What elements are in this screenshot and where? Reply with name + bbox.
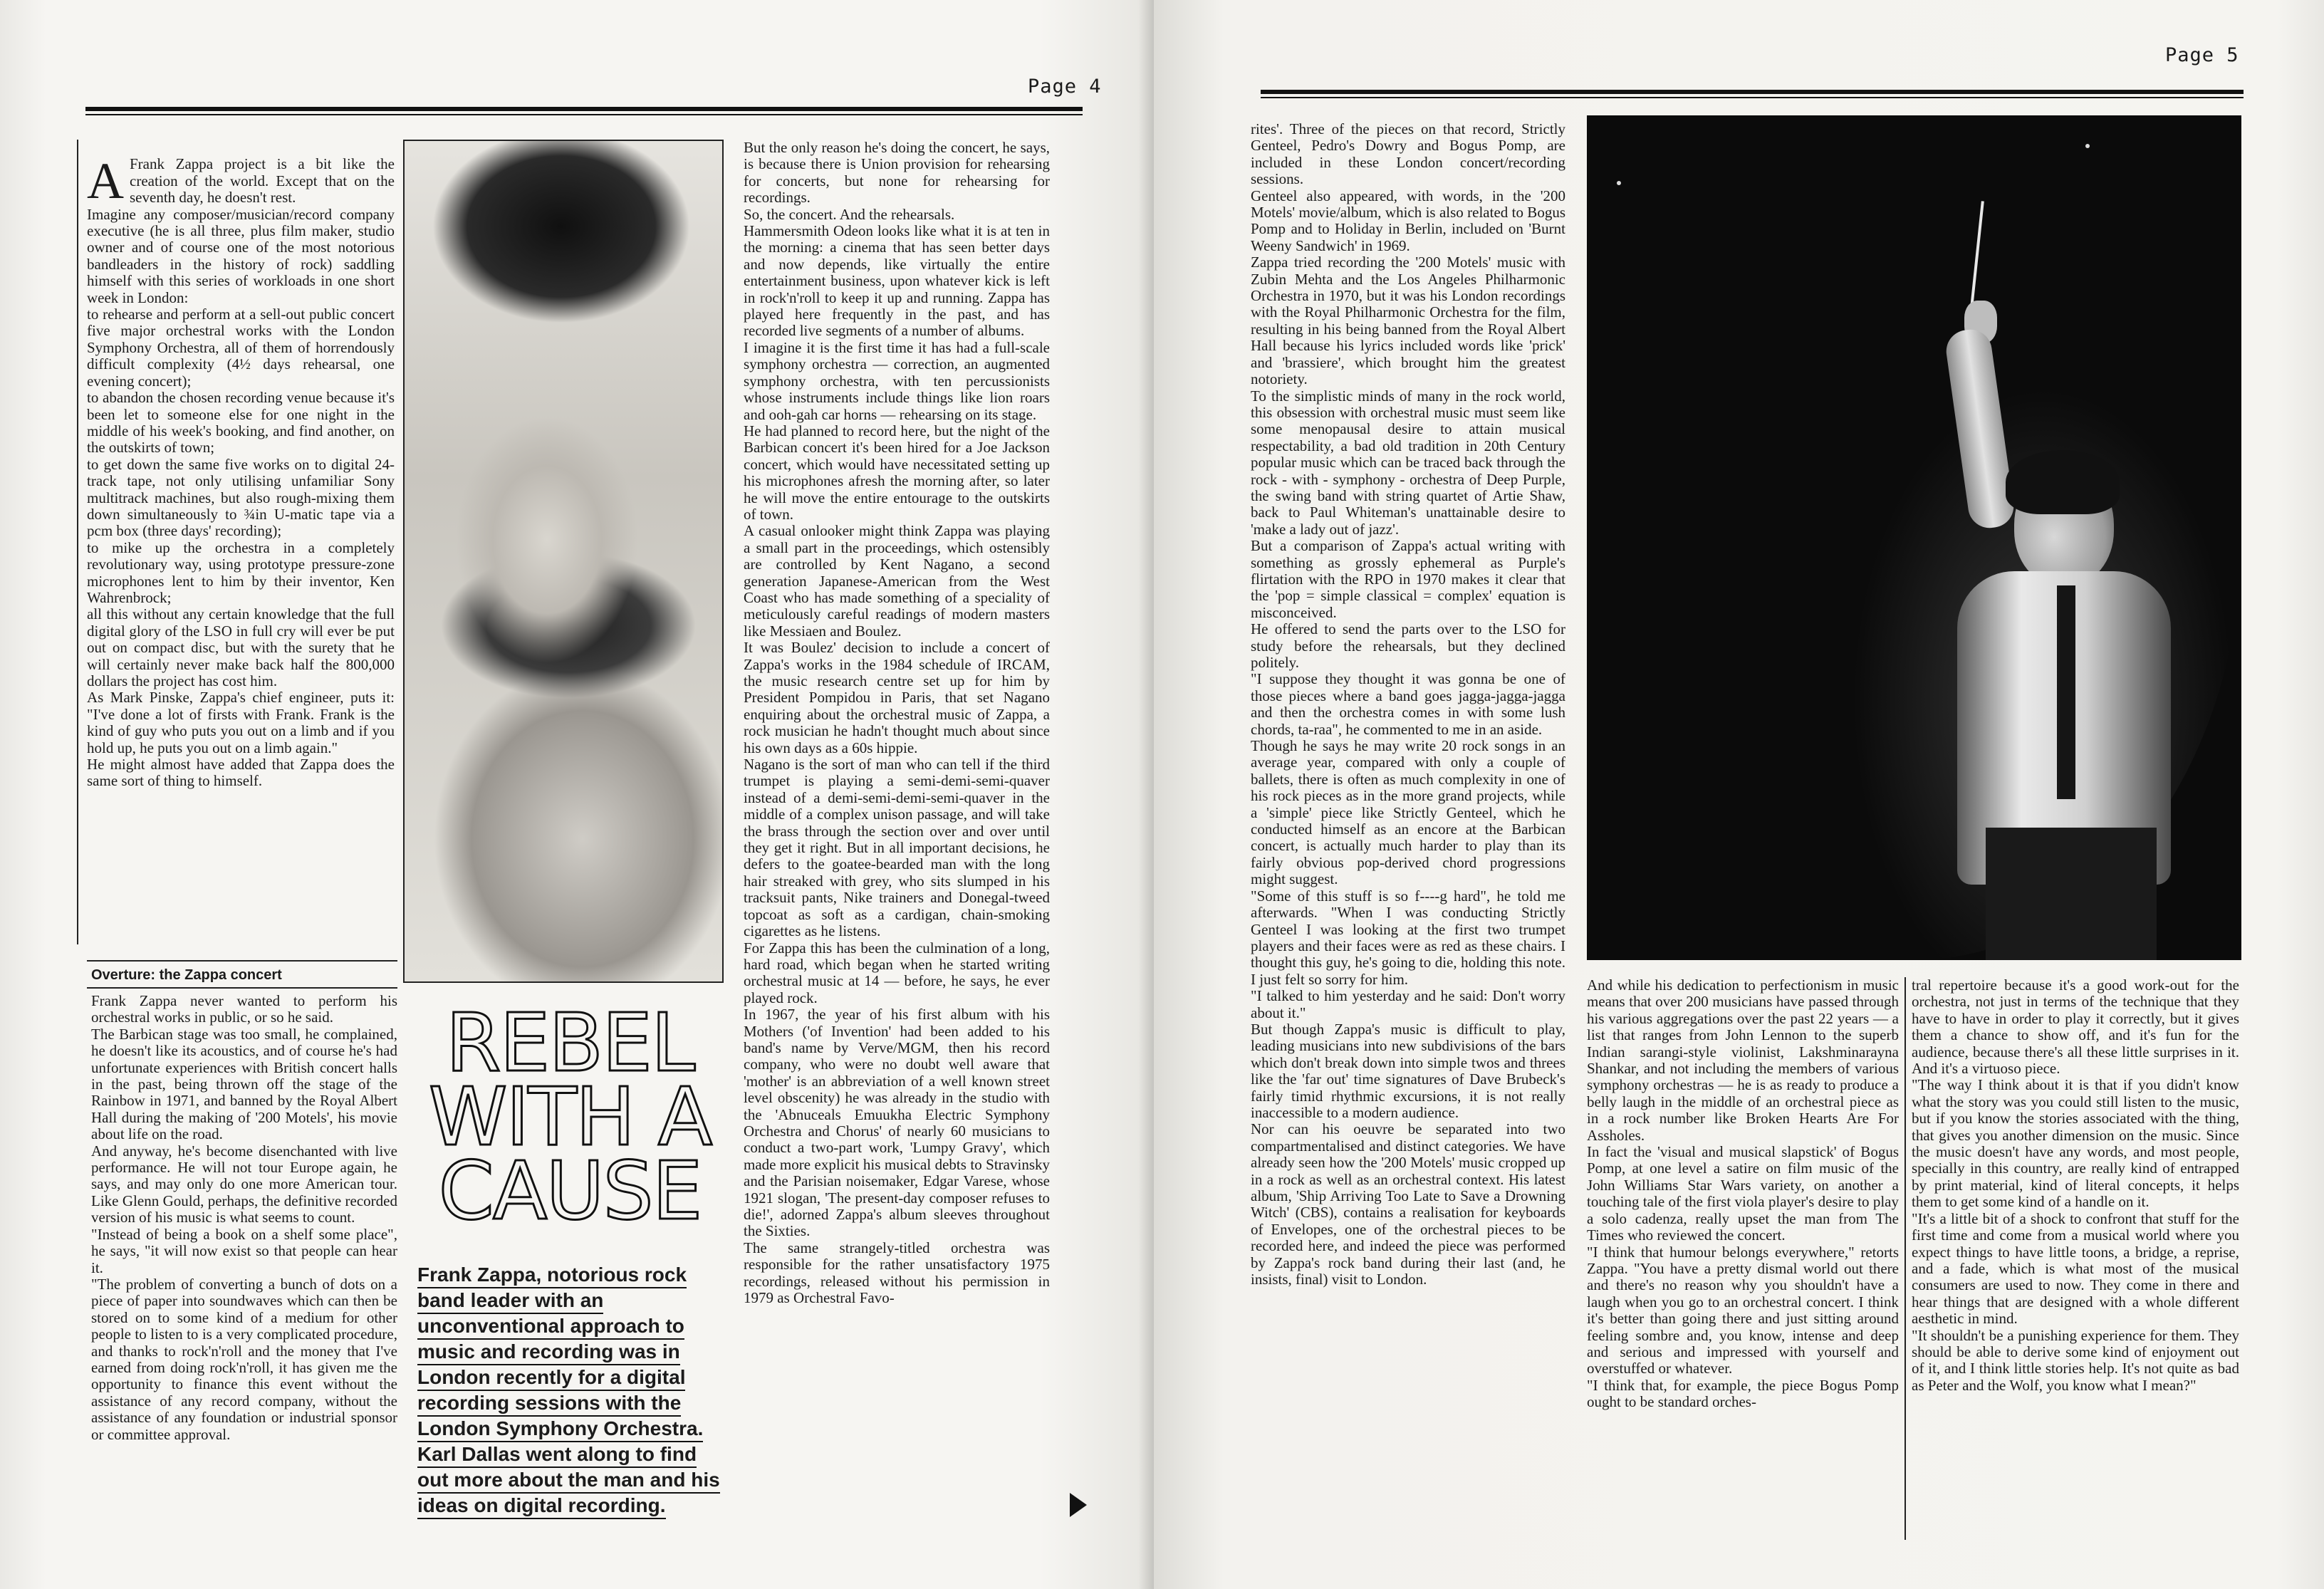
concert-column: Frank Zappa never wanted to perform his orchestral works in public, or so he said. The Barbican stage was too small, he complained, he doesn't like its acoustics, and of course he's had unfortunate experiences with British concert halls in the past, being thrown off the stage of the Rainbow in 1971, and banned by the Royal Albert Hall during the making of '200 Motels', his movie about life on the road. And anyway, he's become disenchanted with live performance. He will not tour Europe again, he says, and may only do one more American tour. Like Glenn Gould, perhaps, the definitive recorded version of his music is what seems to count. "Instead of being a book on a shelf some place", he says, "it will now exist so that people can hear it. "The problem of converting a bunch of dots on a piece of paper into soundwaves which can then be stored on to some kind of a medium for other people to listen to is a very complicated procedure, and thanks to rock'n'roll and the money that I've earned from doing rock'n'roll, it has given me the opportunity to finance this event without the assistance of any record company, without the assistance of any foundation or industrial sponsor or committee approval. xyxy=(91,993,397,1443)
page-number: Page 4 xyxy=(1028,75,1102,98)
subhead-rule xyxy=(87,960,397,962)
zappa-portrait-photo xyxy=(403,140,724,983)
conductor-tie xyxy=(2057,585,2075,799)
conductor-hair xyxy=(2006,450,2120,514)
left-page xyxy=(0,0,1154,1589)
top-rule xyxy=(85,107,1083,115)
column-border xyxy=(77,140,78,944)
conductor-trousers xyxy=(1986,828,2157,960)
light-speck xyxy=(1617,181,1621,185)
intro-text: Frank Zappa project is a bit like the creation of the world. Except that on the seventh day, he doesn't rest. Imagine any composer/musician/record company executive (he is all three, plus film maker, studio owner and of course one of the most notorious bandleaders in the history of rock) saddling himself with this series of workloads in one short week in London: to rehearse and perform at a sell-out public concert five major orchestral works with the London Symphony Orchestra, all of them of horrendously difficult complexity (4½ days rehearsal, one evening concert); to abandon the chosen recording venue because it's been let to someone else for one night in the middle of his week's booking, and find another, on the outskirts of town; to get down the same five works on to digital 24-track tape, not only utilising unfamiliar Sony multitrack machines, but also rough-mixing them down simultaneously to ¾in U-matic tape via a pcm box (three days' recording); to mike up the orchestra in a completely revolutionary way, using prototype pressure-zone microphones lent to him by their inventor, Ken Wahrenbrock; all this without any certain knowledge that the full digital glory of the LSO in full cry will ever be put out on compact disc, but with the surety that he will certainly never make back half the 800,000 dollars the project has cost him. As Mark Pinske, Zappa's chief engineer, puts it: "I've done a lot of firsts with Frank. Frank is the kind of guy who puts you out on a limb and if you hold up, he puts you out on a limb again." He might almost have added that Zappa does the same sort of thing to himself. xyxy=(87,155,395,790)
article-headline: REBEL WITH A CAUSE xyxy=(428,997,712,1238)
repertoire-column: tral repertoire because it's a good work-out for the orchestra, not just in terms of the technique that they have to have in order to play it correctly, but it gives them a chance to show off, and it's fun for the audience, because there's all these little surprises in it. And it's a virtuoso piece. "The way I think about it is that if you didn't know what the story was you could still listen to the music, but if you know the stories associated with the thing, that gives you another dimension on the music. Since the music doesn't have any words, and most people, specially in this country, are really kind of entrapped by print material, kind of literal concepts, it helps them to get some kind of a handle on it. "It's a little bit of a shock to confront that stuff for the first time and come from a musical world where you expect things to have little toons, a bridge, a reprise, and a fade, which is what most of the musical consumers are used to now. They come in there and hear things that are designed with a whole different aesthetic in mind. "It shouldn't be a punishing experience for them. They should be able to derive some kind of enjoyment out of it, and I think little stories help. It's not quite as bad as Peter and the Wolf, you know what I mean?" xyxy=(1912,977,2239,1394)
rehearsal-column: But the only reason he's doing the concert, he says, is because there is Union provision for rehearsing for concerts, but none for rehearsing for recordings. So, the concert. And the rehearsals. Hammersmith Odeon looks like what it is at ten in the morning: a cinema that has seen better days and now depends, like virtually the entire entertainment business, upon whatever kick is left in rock'n'roll to keep it up and running. Zappa has played here frequently in the past, and has recorded live segments of a number of albums. I imagine it is the first time it has had a full-scale symphony orchestra — correction, an augmented symphony orchestra, with ten percussionists whose instruments include things like lion roars and ooh-gah car horns — rehearsing on its stage. He had planned to record here, but the night of the Barbican concert it's been hired for a Joe Jackson concert, which would have necessitated setting up his microphones afresh the morning after, so later he will move the entire entourage to the outskirts of town. A casual onlooker might think Zappa was playing a small part in the proceedings, which ostensibly are controlled by Kent Nagano, a second generation Japanese-American from the West Coast who has made something of a speciality of meticulously careful readings of modern masters like Messiaen and Boulez. It was Boulez' decision to include a concert of Zappa's works in the 1984 schedule of IRCAM, the music research centre set up for him by President Pompidou in Paris, that set Nagano enquiring about the orchestral music of Zappa, a rock musician he hadn't thought much about since his own days as a 60s hippie. Nagano is the sort of man who can tell if the third trumpet is playing a semi-demi-semi-quaver instead of a demi-semi-demi-semi-quaver in the middle of a complex unison passage, and will take the brass through the section over and over until they get it right. But in all important decisions, he defers to the goatee-bearded man with the long hair streaked with grey, who sits slumped in his tracksuit pants, Nike trainers and Donegal-tweed topcoat as soft as a cardigan, chain-smoking cigarettes as he listens. For Zappa this has been the culmination of a long, hard road, which began when he started writing orchestral music at 14 — before, he says, he ever played rock. In 1967, the year of his first album with his Mothers ('of Invention' had been added to his band's name by Verve/MGM, then his record company, who were no doubt well aware that 'mother' is an abbreviation of a well known street level obscenity) he was already in the studio with the 'Abnuceals Emuukha Electric Symphony Orchestra and Chorus' of nearly 60 musicians to conduct a two-part work, 'Lumpy Gravy', which made more explicit his musical debts to Stravinsky and the Parisian noisemaker, Edgar Varese, whose 1921 slogan, 'The present-day composer refuses to die!', adorned Zappa's album sleeves throughout the Sixties. The same strangely-titled orchestra was responsible for the rather unsatisfactory 1975 recordings, released without his permission in 1979 as Orchestral Favo- xyxy=(744,140,1050,1307)
top-rule xyxy=(1261,90,2244,98)
article-standfirst xyxy=(417,1262,724,1518)
intro-column xyxy=(87,140,395,930)
humour-column: And while his dedication to perfectionism in music means that over 200 musicians have passed through his various aggregations over the past 22 years — a list that ranges from John Lennon to the superb Indian sarangi-style violinist, Lakshminarayna Shankar, and not including the members of various symphony orchestras — he is as ready to produce a belly laugh in the middle of an orchestral piece as in a rock number like Broken Hearts Are For Assholes. In fact the 'visual and musical slapstick' of Bogus Pomp, at one level a satire on film music of the John Williams Star Wars variety, on another a touching tale of the first viola player's desire to play a solo cadenza, really upset the man from The Times who reviewed the concert. "I think that humour belongs everywhere," retorts Zappa. "You have a pretty dismal world out there and there's no reason why you shouldn't have a laugh when you go to an orchestral concert. I think it's better than going there and just sitting around feeling sombre and, you know, intense and deep and serious and impressed with yourself and overstuffed or whatever. "I think that, for example, the piece Bogus Pomp ought to be standard orches- xyxy=(1587,977,1899,1411)
column-divider xyxy=(1904,977,1906,1540)
section-subhead: Overture: the Zappa concert xyxy=(91,967,282,983)
continue-arrow-icon xyxy=(1070,1493,1087,1517)
page-number: Page 5 xyxy=(2165,44,2239,66)
right-page xyxy=(1154,0,2324,1589)
light-speck xyxy=(2085,144,2090,148)
subhead-rule xyxy=(87,987,397,989)
orchestral-history-column: rites'. Three of the pieces on that record, Strictly Genteel, Pedro's Dowry and Bogus Pomp, are included in these London concert/recording sessions. Genteel also appeared, with words, in the '200 Motels' movie/album, which is also related to Bogus Pomp and to Holiday in Berlin, included on 'Burnt Weeny Sandwich' in 1969. Zappa tried recording the '200 Motels' music with Zubin Mehta and the Los Angeles Philharmonic Orchestra in 1970, but it was his London recordings with the Royal Philharmonic Orchestra for the film, resulting in his being banned from the Royal Albert Hall because his lyrics included words like 'prick' and 'brassiere', which brought him the greatest notoriety. To the simplistic minds of many in the rock world, this obsession with orchestral music must seem like some menopausal desire to attain musical respectability, a bad old tradition in 20th Century popular music which can be traced back through the rock - with - symphony - orchestra of Deep Purple, the swing band with string quartet of Artie Shaw, back to Paul Whiteman's unattainable desire to 'make a lady out of jazz'. But a comparison of Zappa's actual writing with something as grossly ephemeral as Purple's flirtation with the RPO in 1970 makes it clear that the 'pop = simple classical = complex' equation is misconceived. He offered to send the parts over to the LSO for study before the rehearsals, but they declined politely. "I suppose they thought it was gonna be one of those pieces where a band goes jagga-jagga-jagga and then the orchestra comes in with some lush chords, ta-raa", he commented to me in an aside. Though he says he may write 20 rock songs in an average year, compared with only a couple of ballets, there is often as much complexity in one of his rock pieces as in the more grand projects, while a 'simple' piece like Strictly Genteel, which he conducted himself as an encore at the Barbican concert, is actually much harder to play than its fairly obvious pop-derived chord progressions might suggest. "Some of this stuff is so f----g hard", he told me afterwards. "When I was conducting Strictly Genteel I was looking at the first two trumpet players and their faces were as red as these chairs. I thought this guy, he's going to die, holding this note. I just felt so sorry for him. "I talked to him yesterday and he said: Don't worry about it." But though Zappa's music is difficult to play, leading musicians into new subdivisions of the bars which don't break down into simple twos and threes like the 'far out' time signatures of Dave Brubeck's fairly timid rhythmic excursions, it is not really inaccessible to a modern audience. Nor can his oeuvre be separated into two compartmentalised and distinct categories. We have already seen how the '200 Motels' music cropped up in a rock as well as an orchestral context. His latest album, 'Ship Arriving Too Late to Save a Drowning Witch' (CBS), contains a realisation for keyboards of Envelopes, one of the orchestral pieces to be recorded here, and indeed the piece was performed by Zappa's rock band during their last (and, he insists, final) visit to London. xyxy=(1251,121,1565,1288)
drop-cap: A xyxy=(87,152,124,210)
conductor-photo xyxy=(1587,115,2241,960)
standfirst-text: Frank Zappa, notorious rock band leader with an unconventional approach to music and recording was in London recently for a digital recording sessions with the London Symphony Orchestra. Karl Dallas went along to find out more about the man and his ideas on digital recording. xyxy=(417,1264,720,1519)
